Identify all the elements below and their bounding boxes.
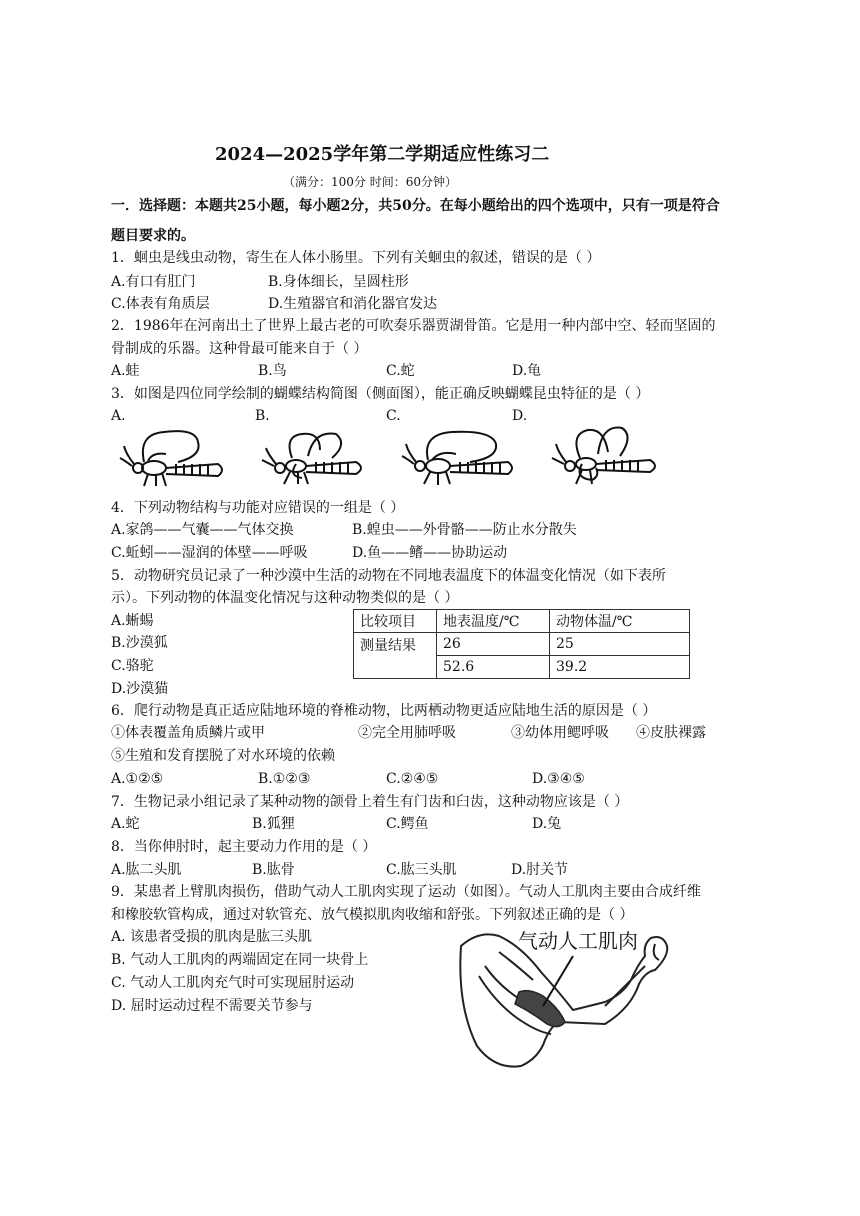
q1-option-d: D.生殖器官和消化器官发达 bbox=[268, 296, 438, 312]
q7-option-d: D.兔 bbox=[532, 816, 562, 832]
section-heading: 一．选择题：本题共25小题，每小题2分，共50分。在每小题给出的四个选项中，只有一项是符合 bbox=[111, 198, 720, 214]
q8-stem: 8．当你伸肘时，起主要动力作用的是（ ） bbox=[111, 839, 377, 855]
page-title: 2024—2025学年第二学期适应性练习二 bbox=[215, 144, 550, 165]
temperature-table bbox=[353, 609, 690, 679]
butterfly-d-image bbox=[552, 424, 664, 490]
q4-option-d: D.鱼——鳍——协助运动 bbox=[352, 545, 508, 561]
q2-option-b: B.鸟 bbox=[258, 363, 287, 379]
q1-option-b: B.身体细长，呈圆柱形 bbox=[268, 274, 409, 290]
q5-stem-line1: 5．动物研究员记录了一种沙漠中生活的动物在不同地表温度下的体温变化情况（如下表所 bbox=[111, 568, 666, 584]
table-header-row bbox=[354, 610, 690, 633]
q6-statement-5: ⑤生殖和发育摆脱了对水环境的依赖 bbox=[111, 748, 335, 764]
q4-stem: 4．下列动物结构与功能对应错误的一组是（ ） bbox=[111, 500, 405, 516]
q5-option-c: C.骆驼 bbox=[111, 658, 154, 674]
q7-stem: 7．生物记录小组记录了某种动物的颌骨上着生有门齿和臼齿，这种动物应该是（ ） bbox=[111, 794, 629, 810]
q5-option-b: B.沙漠狐 bbox=[111, 635, 168, 651]
table-cell: 52.6 bbox=[437, 656, 550, 679]
q2-stem-line1: 2．1986年在河南出土了世界上最古老的可吹奏乐器贾湖骨笛。它是用一种内部中空、轻而坚固的 bbox=[111, 318, 716, 334]
q6-option-a: A.①②⑤ bbox=[111, 771, 164, 787]
q8-option-a: A.肱二头肌 bbox=[111, 862, 182, 878]
table-row-label: 测量结果 bbox=[354, 633, 437, 679]
q3-option-c: C. bbox=[386, 408, 401, 424]
q2-option-c: C.蛇 bbox=[386, 363, 415, 379]
q4-option-c: C.蚯蚓——湿润的体壁——呼吸 bbox=[111, 545, 308, 561]
section-heading-cont: 题目要求的。 bbox=[111, 228, 195, 244]
q2-stem-line2: 骨制成的乐器。这种骨最可能来自于（ ） bbox=[111, 341, 368, 357]
q8-option-c: C.肱三头肌 bbox=[386, 862, 457, 878]
q6-statement-1: ①体表覆盖角质鳞片或甲 bbox=[111, 725, 265, 741]
q9-option-d: D. 屈时运动过程不需要关节参与 bbox=[111, 998, 313, 1014]
q3-option-a: A. bbox=[111, 408, 126, 424]
q3-stem: 3．如图是四位同学绘制的蝴蝶结构简图（侧面图），能正确反映蝴蝶昆虫特征的是（ ） bbox=[111, 386, 650, 402]
table-header-cell: 动物体温/℃ bbox=[550, 610, 690, 633]
q5-stem-line2: 示）。下列动物的体温变化情况与这种动物类似的是（ ） bbox=[111, 590, 459, 606]
q4-option-b: B.蝗虫——外骨骼——防止水分散失 bbox=[352, 522, 577, 538]
q1-option-a: A.有口有肛门 bbox=[111, 274, 196, 290]
q1-option-c: C.体表有角质层 bbox=[111, 296, 210, 312]
q4-option-a: A.家鸽——气囊——气体交换 bbox=[111, 522, 294, 538]
q8-option-d: D.肘关节 bbox=[511, 862, 569, 878]
q6-statement-2: ②完全用肺呼吸 bbox=[358, 725, 456, 741]
q5-option-d: D.沙漠猫 bbox=[111, 681, 169, 697]
q9-stem-line1: 9．某患者上臂肌肉损伤，借助气动人工肌肉实现了运动（如图）。气动人工肌肉主要由合成纤维 bbox=[111, 884, 701, 900]
q9-option-b: B. 气动人工肌肉的两端固定在同一块骨上 bbox=[111, 952, 369, 968]
q6-option-d: D.③④⑤ bbox=[532, 771, 585, 787]
q2-option-a: A.蛙 bbox=[111, 363, 140, 379]
q6-option-c: C.②④⑤ bbox=[386, 771, 439, 787]
butterfly-b-image bbox=[262, 428, 374, 490]
table-header-cell: 比较项目 bbox=[354, 610, 437, 633]
table-cell: 39.2 bbox=[550, 656, 690, 679]
q9-stem-line2: 和橡胶软管构成，通过对软管充、放气模拟肌肉收缩和舒张。下列叙述正确的是（ ） bbox=[111, 907, 634, 923]
q7-option-c: C.鳄鱼 bbox=[386, 816, 429, 832]
table-row bbox=[354, 633, 690, 656]
figure-label: 气动人工肌肉 bbox=[518, 929, 638, 953]
page-subtitle: （满分：100分 时间：60分钟） bbox=[283, 175, 457, 189]
butterfly-a-image bbox=[118, 428, 230, 490]
q7-option-a: A.蛇 bbox=[111, 816, 140, 832]
q8-option-b: B.肱骨 bbox=[252, 862, 295, 878]
q9-option-c: C. 气动人工肌肉充气时可实现屈肘运动 bbox=[111, 975, 355, 991]
q6-stem: 6．爬行动物是真正适应陆地环境的脊椎动物，比两栖动物更适应陆地生活的原因是（ ） bbox=[111, 703, 657, 719]
q7-option-b: B.狐狸 bbox=[252, 816, 295, 832]
q5-option-a: A.蜥蜴 bbox=[111, 613, 154, 629]
q9-option-a: A. 该患者受损的肌肉是肱三头肌 bbox=[111, 929, 313, 945]
table-cell: 26 bbox=[437, 633, 550, 656]
q6-statement-3: ③幼体用鳃呼吸 bbox=[511, 725, 609, 741]
butterfly-c-image bbox=[400, 428, 520, 490]
table-cell: 25 bbox=[550, 633, 690, 656]
q6-option-b: B.①②③ bbox=[258, 771, 311, 787]
q6-statement-4: ④皮肤裸露 bbox=[636, 725, 706, 741]
q3-option-b: B. bbox=[255, 408, 270, 424]
table-header-cell: 地表温度/℃ bbox=[437, 610, 550, 633]
figure-label-pointer bbox=[543, 956, 573, 1006]
q1-stem: 1．蛔虫是线虫动物，寄生在人体小肠里。下列有关蛔虫的叙述，错误的是（ ） bbox=[111, 250, 601, 266]
q3-option-d: D. bbox=[512, 408, 528, 424]
q2-option-d: D.龟 bbox=[512, 363, 542, 379]
